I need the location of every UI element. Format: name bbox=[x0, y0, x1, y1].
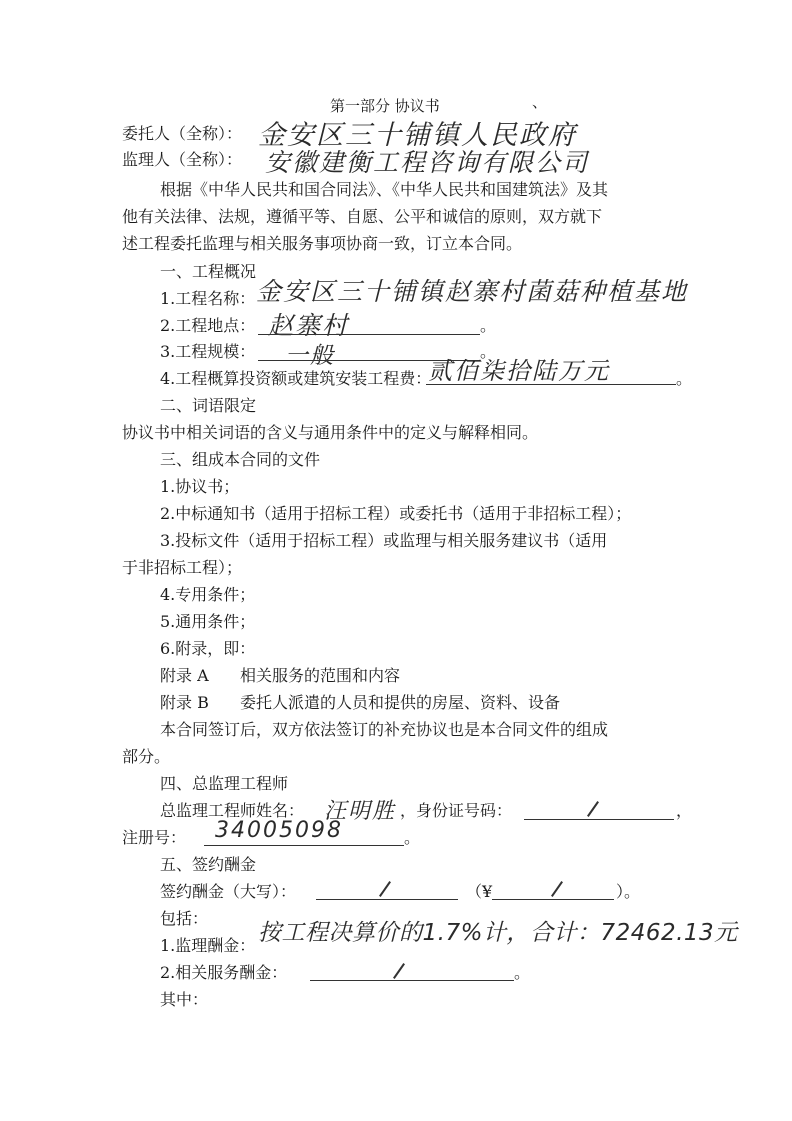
appendix-a-label: 附录 A bbox=[160, 666, 209, 685]
page-title: 第一部分 协议书 bbox=[330, 97, 440, 115]
registration-number-handwritten: 34005098 bbox=[215, 818, 343, 843]
supervisor-name-handwritten: 安徽建衡工程咨询有限公司 bbox=[265, 148, 590, 177]
among-label: 其中： bbox=[160, 990, 209, 1009]
supervision-fee-label: 1.监理酬金： bbox=[160, 936, 256, 955]
service-fee-slash bbox=[393, 963, 405, 979]
chief-engineer-name-handwritten: 汪明胜 bbox=[324, 799, 397, 824]
project-name-label: 1.工程名称： bbox=[160, 289, 256, 308]
project-budget-period: 。 bbox=[676, 369, 693, 388]
contract-fee-underline bbox=[316, 899, 458, 900]
document-item-5: 5.通用条件； bbox=[160, 612, 256, 631]
document-item-4: 4.专用条件； bbox=[160, 585, 256, 604]
project-budget-handwritten: 贰佰柒拾陆万元 bbox=[428, 357, 610, 385]
chief-engineer-id-label: ，身份证号码： bbox=[400, 801, 513, 820]
document-item-1: 1.协议书； bbox=[160, 477, 240, 496]
section-2-text: 协议书中相关词语的含义与通用条件中的定义与解释相同。 bbox=[122, 423, 539, 442]
document-item-2: 2.中标通知书（适用于招标工程）或委托书（适用于非招标工程）； bbox=[160, 504, 632, 523]
intro-line-3: 述工程委托监理与相关服务事项协商一致，订立本合同。 bbox=[122, 234, 523, 253]
project-scale-handwritten: 一般 bbox=[285, 343, 335, 369]
project-location-period: 。 bbox=[480, 316, 497, 335]
project-scale-period: 。 bbox=[480, 342, 497, 361]
service-fee-label: 2.相关服务酬金： bbox=[160, 963, 288, 982]
intro-line-2: 他有关法律、法规，遵循平等、自愿、公平和诚信的原则，双方就下 bbox=[122, 207, 603, 226]
section-2-heading: 二、词语限定 bbox=[160, 396, 257, 415]
section-1-heading: 一、工程概况 bbox=[160, 262, 257, 281]
service-fee-period: 。 bbox=[514, 963, 531, 982]
includes-label: 包括： bbox=[160, 909, 209, 928]
appendix-b-text: 委托人派遣的人员和提供的房屋、资料、设备 bbox=[240, 693, 561, 712]
contract-fee-yen-open: （¥ bbox=[466, 882, 493, 901]
contract-fee-yen-close: ）。 bbox=[616, 882, 641, 901]
project-location-label: 2.工程地点： bbox=[160, 316, 256, 335]
project-budget-label: 4.工程概算投资额或建筑安装工程费： bbox=[160, 369, 432, 388]
chief-engineer-id-underline bbox=[524, 819, 674, 820]
contract-fee-yen-slash bbox=[551, 881, 563, 897]
section-5-heading: 五、签约酬金 bbox=[160, 855, 257, 874]
chief-engineer-name-label: 总监理工程师姓名： bbox=[160, 801, 305, 820]
client-name-handwritten: 金安区三十铺镇人民政府 bbox=[258, 120, 577, 151]
appendix-b-label: 附录 B bbox=[160, 693, 209, 712]
project-name-handwritten: 金安区三十铺镇赵寨村菌菇种植基地 bbox=[256, 277, 689, 306]
client-label: 委托人（全称）： bbox=[122, 124, 243, 143]
title-mark: 、 bbox=[532, 93, 548, 111]
section-3-heading: 三、组成本合同的文件 bbox=[160, 450, 321, 469]
supervision-fee-handwritten: 按工程决算价的1.7%计，合计：72462.13元 bbox=[258, 920, 738, 946]
supervisor-label: 监理人（全称）： bbox=[122, 150, 243, 169]
project-scale-label: 3.工程规模： bbox=[160, 342, 256, 361]
registration-label: 注册号： bbox=[122, 828, 187, 847]
intro-line-1: 根据《中华人民共和国合同法》、《中华人民共和国建筑法》及其 bbox=[160, 180, 609, 199]
document-item-3a: 3.投标文件（适用于招标工程）或监理与相关服务建议书（适用 bbox=[160, 531, 608, 550]
contract-fee-label: 签约酬金（大写）： bbox=[160, 882, 297, 901]
project-location-handwritten: 赵寨村 bbox=[268, 311, 350, 340]
document-item-3b: 于非招标工程）； bbox=[122, 558, 243, 577]
supplement-note-2: 部分。 bbox=[122, 747, 171, 766]
service-fee-underline bbox=[310, 980, 514, 981]
section-4-heading: 四、总监理工程师 bbox=[160, 774, 289, 793]
project-budget-underline bbox=[426, 384, 676, 385]
project-location-underline bbox=[258, 334, 480, 335]
supplement-note-1: 本合同签订后，双方依法签订的补充协议也是本合同文件的组成 bbox=[160, 720, 609, 739]
registration-underline bbox=[204, 845, 404, 846]
document-item-6: 6.附录，即： bbox=[160, 639, 256, 658]
contract-fee-yen-underline bbox=[492, 899, 614, 900]
appendix-a-text: 相关服务的范围和内容 bbox=[240, 666, 401, 685]
registration-period: 。 bbox=[404, 828, 421, 847]
chief-engineer-id-slash bbox=[587, 801, 599, 817]
contract-fee-slash bbox=[379, 881, 391, 897]
chief-engineer-id-comma: ， bbox=[676, 801, 693, 820]
